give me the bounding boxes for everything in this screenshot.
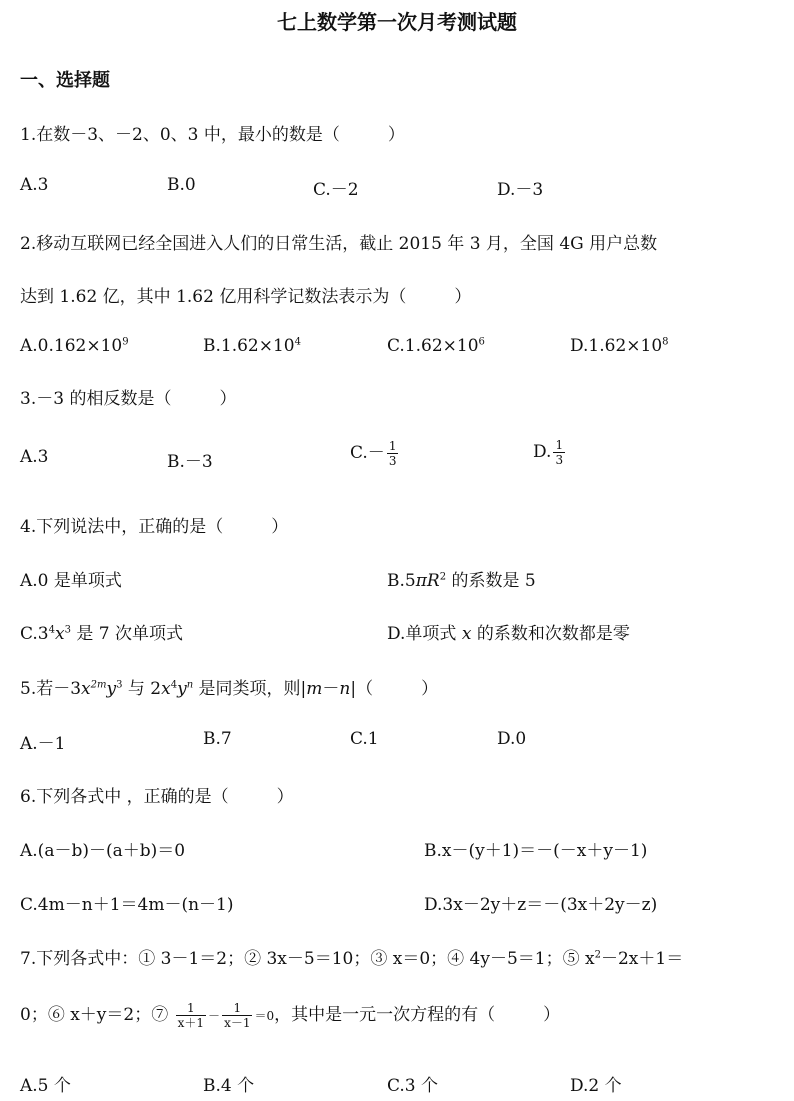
question-6	[20, 782, 294, 807]
variable: x	[55, 624, 65, 644]
numerator: 1	[222, 1001, 252, 1016]
q6-option-b[interactable]: B.x－(y＋1)＝－(－x＋y－1)	[424, 841, 648, 861]
q2-option-b[interactable]	[203, 336, 301, 356]
denominator: 3	[555, 453, 564, 467]
exponent: 3	[116, 679, 123, 691]
section-heading: 一、选择题	[20, 70, 110, 91]
variable: x	[81, 679, 91, 699]
question-1-stem: 1.在数－3、－2、0、3 中，最小的数是（	[20, 125, 340, 145]
q4-option-a[interactable]: A.0 是单项式	[20, 571, 122, 591]
q2-option-d[interactable]	[570, 336, 669, 356]
option-text: C.1.62×10	[387, 336, 479, 356]
paren-close: ）	[271, 517, 289, 537]
question-5	[20, 674, 438, 699]
q5-option-b[interactable]: B.7	[203, 729, 232, 749]
option-text: 是 7 次单项式	[70, 624, 183, 644]
q6-option-c[interactable]: C.4m－n＋1＝4m－(n－1)	[20, 895, 234, 915]
minus-sign: －	[322, 679, 340, 699]
paren-close: ）	[454, 287, 472, 307]
option-text: A.0.162×10	[20, 336, 123, 356]
stem-text: 5.若－3	[20, 679, 82, 699]
fraction	[387, 439, 399, 468]
pi-symbol: π	[415, 571, 427, 591]
q4-option-d[interactable]	[387, 619, 630, 644]
stem-text: 是同类项，则|	[193, 679, 307, 699]
q5-option-a[interactable]: A.－1	[20, 734, 66, 754]
variable: n	[339, 679, 351, 699]
q1-option-a[interactable]: A.3	[20, 175, 49, 195]
question-4	[20, 512, 288, 537]
stem-text: 与 2	[122, 679, 162, 699]
variable: x	[461, 624, 472, 644]
denominator: x－1	[224, 1016, 251, 1030]
option-text: C.－	[350, 443, 385, 463]
q2-option-a[interactable]	[20, 336, 129, 356]
variable: y	[106, 679, 117, 699]
q1-option-b[interactable]: B.0	[167, 175, 196, 195]
exponent: 2	[439, 571, 447, 583]
exponent: 2	[594, 949, 601, 961]
minus-sign: －	[208, 1009, 221, 1023]
q4-option-c[interactable]	[20, 619, 183, 644]
stem-text: 7.下列各式中：① 3－1＝2；② 3x－5＝10；③ x＝0；④ 4y－5＝1；⑤ x	[20, 949, 595, 969]
question-7-line-1	[20, 944, 683, 969]
fraction	[553, 438, 565, 467]
question-7-line-2	[20, 1000, 560, 1030]
denominator: x＋1	[177, 1016, 205, 1030]
exponent: 2m	[90, 679, 107, 691]
q7-option-b[interactable]: B.4 个	[203, 1076, 255, 1096]
q3-option-a[interactable]: A.3	[20, 447, 49, 467]
exponent: 6	[478, 336, 485, 348]
option-text: 的系数是 5	[446, 571, 536, 591]
q6-option-a[interactable]: A.(a－b)－(a＋b)＝0	[20, 841, 186, 861]
q6-option-d[interactable]: D.3x－2y＋z＝－(3x＋2y－z)	[424, 895, 658, 915]
variable: x	[161, 679, 171, 699]
question-6-stem: 6.下列各式中 ，正确的是（	[20, 787, 229, 807]
variable: R	[426, 571, 440, 591]
question-4-stem: 4.下列说法中，正确的是（	[20, 517, 224, 537]
q5-option-c[interactable]: C.1	[350, 729, 379, 749]
stem-text: 0；⑥ x＋y＝2；⑦	[20, 1005, 174, 1025]
question-1	[20, 120, 405, 145]
exponent: 4	[170, 679, 178, 691]
numerator: 1	[555, 438, 564, 452]
variable: y	[177, 679, 187, 699]
numerator: 1	[176, 1001, 206, 1016]
paren-close: ）	[387, 125, 405, 145]
stem-text: |（	[350, 679, 374, 699]
q5-option-d[interactable]: D.0	[497, 729, 527, 749]
q3-option-d[interactable]	[533, 438, 567, 467]
paren-close: ）	[421, 679, 439, 699]
option-text: D.	[533, 442, 552, 462]
stem-text: －2x＋1＝	[600, 949, 684, 969]
paren-close: ）	[543, 1005, 561, 1025]
fraction-1	[176, 1001, 206, 1030]
exponent: 3	[64, 624, 71, 636]
equals-zero: ＝0	[254, 1009, 275, 1023]
paren-close: ）	[219, 389, 237, 409]
q3-option-b[interactable]: B.－3	[167, 452, 213, 472]
q7-option-a[interactable]: A.5 个	[20, 1076, 71, 1096]
option-text: D.1.62×10	[570, 336, 663, 356]
numerator: 1	[388, 439, 397, 453]
exponent: 8	[662, 336, 669, 348]
option-text: 的系数和次数都是零	[471, 624, 630, 644]
exponent: 4	[48, 624, 55, 636]
q1-option-d[interactable]: D.－3	[497, 180, 544, 200]
q7-option-c[interactable]: C.3 个	[387, 1076, 439, 1096]
exponent: n	[186, 679, 194, 691]
page-title: 七上数学第一次月考测试题	[277, 10, 517, 34]
variable: m	[306, 679, 323, 699]
q2-option-c[interactable]	[387, 336, 485, 356]
exponent: 9	[122, 336, 129, 348]
question-2-line-1: 2.移动互联网已经全国进入人们的日常生活，截止 2015 年 3 月，全国 4G 用户总数	[20, 234, 658, 254]
stem-text: ，其中是一元一次方程的有（	[274, 1005, 496, 1025]
question-3-stem: 3.－3 的相反数是（	[20, 389, 172, 409]
option-text: B.5	[387, 571, 416, 591]
question-3	[20, 384, 236, 409]
q7-option-d[interactable]: D.2 个	[570, 1076, 622, 1096]
paren-close: ）	[276, 787, 294, 807]
fraction-2	[222, 1001, 252, 1030]
exponent: 4	[294, 336, 301, 348]
option-text: C.3	[20, 624, 49, 644]
question-2-line-2	[20, 282, 471, 307]
q3-option-c[interactable]	[350, 438, 400, 468]
q1-option-c[interactable]: C.－2	[313, 180, 359, 200]
option-text: B.1.62×10	[203, 336, 295, 356]
denominator: 3	[388, 454, 397, 468]
question-2-stem: 达到 1.62 亿，其中 1.62 亿用科学记数法表示为（	[20, 287, 407, 307]
q4-option-b[interactable]	[387, 566, 536, 591]
option-text: D.单项式	[387, 624, 462, 644]
